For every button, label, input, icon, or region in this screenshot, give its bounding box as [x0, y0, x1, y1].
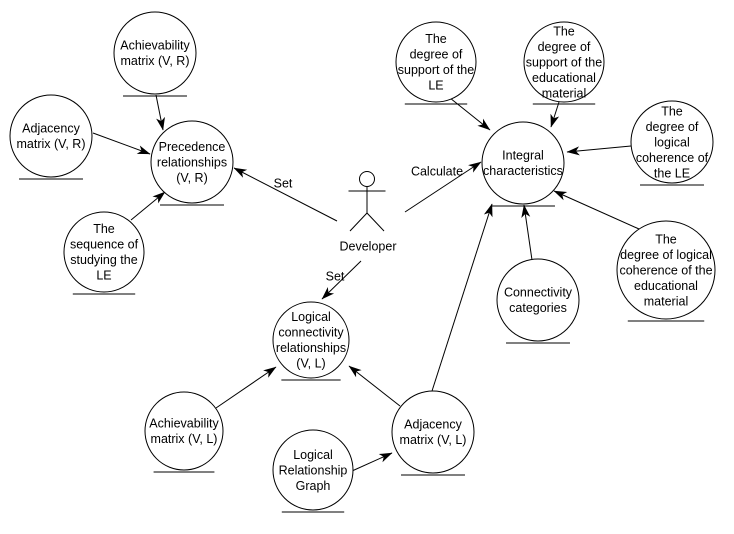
actor-head: [360, 172, 375, 187]
edge-coherence-le-to-integral[interactable]: [567, 146, 631, 152]
use-case-node-sequence-of-studying-le[interactable]: [64, 212, 144, 294]
node-circle: [497, 259, 579, 341]
node-circle: [482, 122, 564, 204]
use-case-node-degree-support-educational-material[interactable]: [524, 22, 604, 104]
node-label: The degree of logical coherence of the educational material: [619, 232, 713, 309]
actor-right-leg: [367, 213, 384, 231]
node-label: Precedence relationships (V, R): [156, 139, 228, 185]
node-label: The degree of support of the educational material: [525, 24, 603, 101]
edge-adjacency-vl-to-logical-connectivity[interactable]: [349, 366, 400, 406]
node-label: Adjacency matrix (V, L): [399, 417, 467, 448]
node-label: Logical connectivity relationships (V, L): [275, 310, 347, 371]
node-label: The degree of support of the LE: [397, 32, 475, 93]
use-case-node-logical-connectivity-relationships-vl[interactable]: [273, 302, 349, 380]
edge-adjacency-vl-to-integral[interactable]: [432, 204, 492, 391]
node-label: Adjacency matrix (V, R): [16, 121, 86, 152]
edge-label-developer-calculate-integral: Calculate: [410, 164, 464, 179]
use-case-node-degree-support-le[interactable]: [396, 22, 476, 104]
edge-label-developer-set-precedence: Set: [273, 176, 293, 191]
use-case-node-achievability-matrix-vl[interactable]: [145, 392, 223, 472]
use-case-node-adjacency-matrix-vl[interactable]: [392, 391, 474, 475]
node-label: Achievability matrix (V, R): [120, 38, 190, 69]
node-label: Integral characteristics: [483, 148, 563, 179]
edge-connectivity-categories-to-integral[interactable]: [524, 205, 532, 260]
actor-left-leg: [350, 213, 367, 231]
edge-sequence-le-to-precedence[interactable]: [131, 192, 165, 220]
node-circle: [145, 392, 223, 470]
edge-achievability-vr-to-precedence[interactable]: [156, 95, 163, 130]
actor-developer[interactable]: [340, 172, 397, 254]
node-circle: [10, 95, 92, 177]
use-case-node-connectivity-categories[interactable]: [497, 259, 579, 343]
edge-support-le-to-integral[interactable]: [450, 98, 490, 130]
node-circle: [114, 12, 196, 94]
use-case-node-integral-characteristics[interactable]: [482, 122, 564, 206]
use-case-node-adjacency-matrix-vr[interactable]: [10, 95, 92, 179]
edge-achievability-vl-to-logical-connectivity[interactable]: [216, 367, 276, 408]
use-case-node-degree-logical-coherence-le[interactable]: [631, 101, 713, 185]
use-case-node-precedence-relationships-vr[interactable]: [151, 121, 233, 205]
node-label: Connectivity categories: [503, 285, 573, 316]
node-label: The degree of logical coherence of the LE: [635, 104, 709, 181]
edge-support-em-to-integral[interactable]: [551, 102, 559, 127]
use-case-node-achievability-matrix-vr[interactable]: [114, 12, 196, 96]
use-case-node-degree-logical-coherence-educational-material[interactable]: [617, 221, 715, 321]
nodes-layer: [10, 12, 715, 512]
edge-adjacency-vr-to-precedence[interactable]: [93, 133, 150, 154]
node-label: The sequence of studying the LE: [69, 222, 139, 283]
edge-lr-graph-to-adjacency-vl[interactable]: [352, 453, 392, 471]
edge-coherence-em-to-integral[interactable]: [554, 191, 639, 229]
actor-layer: [340, 172, 397, 254]
use-case-node-logical-relationship-graph[interactable]: [273, 430, 353, 512]
node-label: Logical Relationship Graph: [278, 447, 348, 493]
node-label: Achievability matrix (V, L): [149, 416, 219, 447]
edge-label-developer-set-logical-connectivity: Set: [325, 269, 345, 284]
actor-label: Developer: [339, 239, 397, 254]
node-circle: [392, 391, 474, 473]
